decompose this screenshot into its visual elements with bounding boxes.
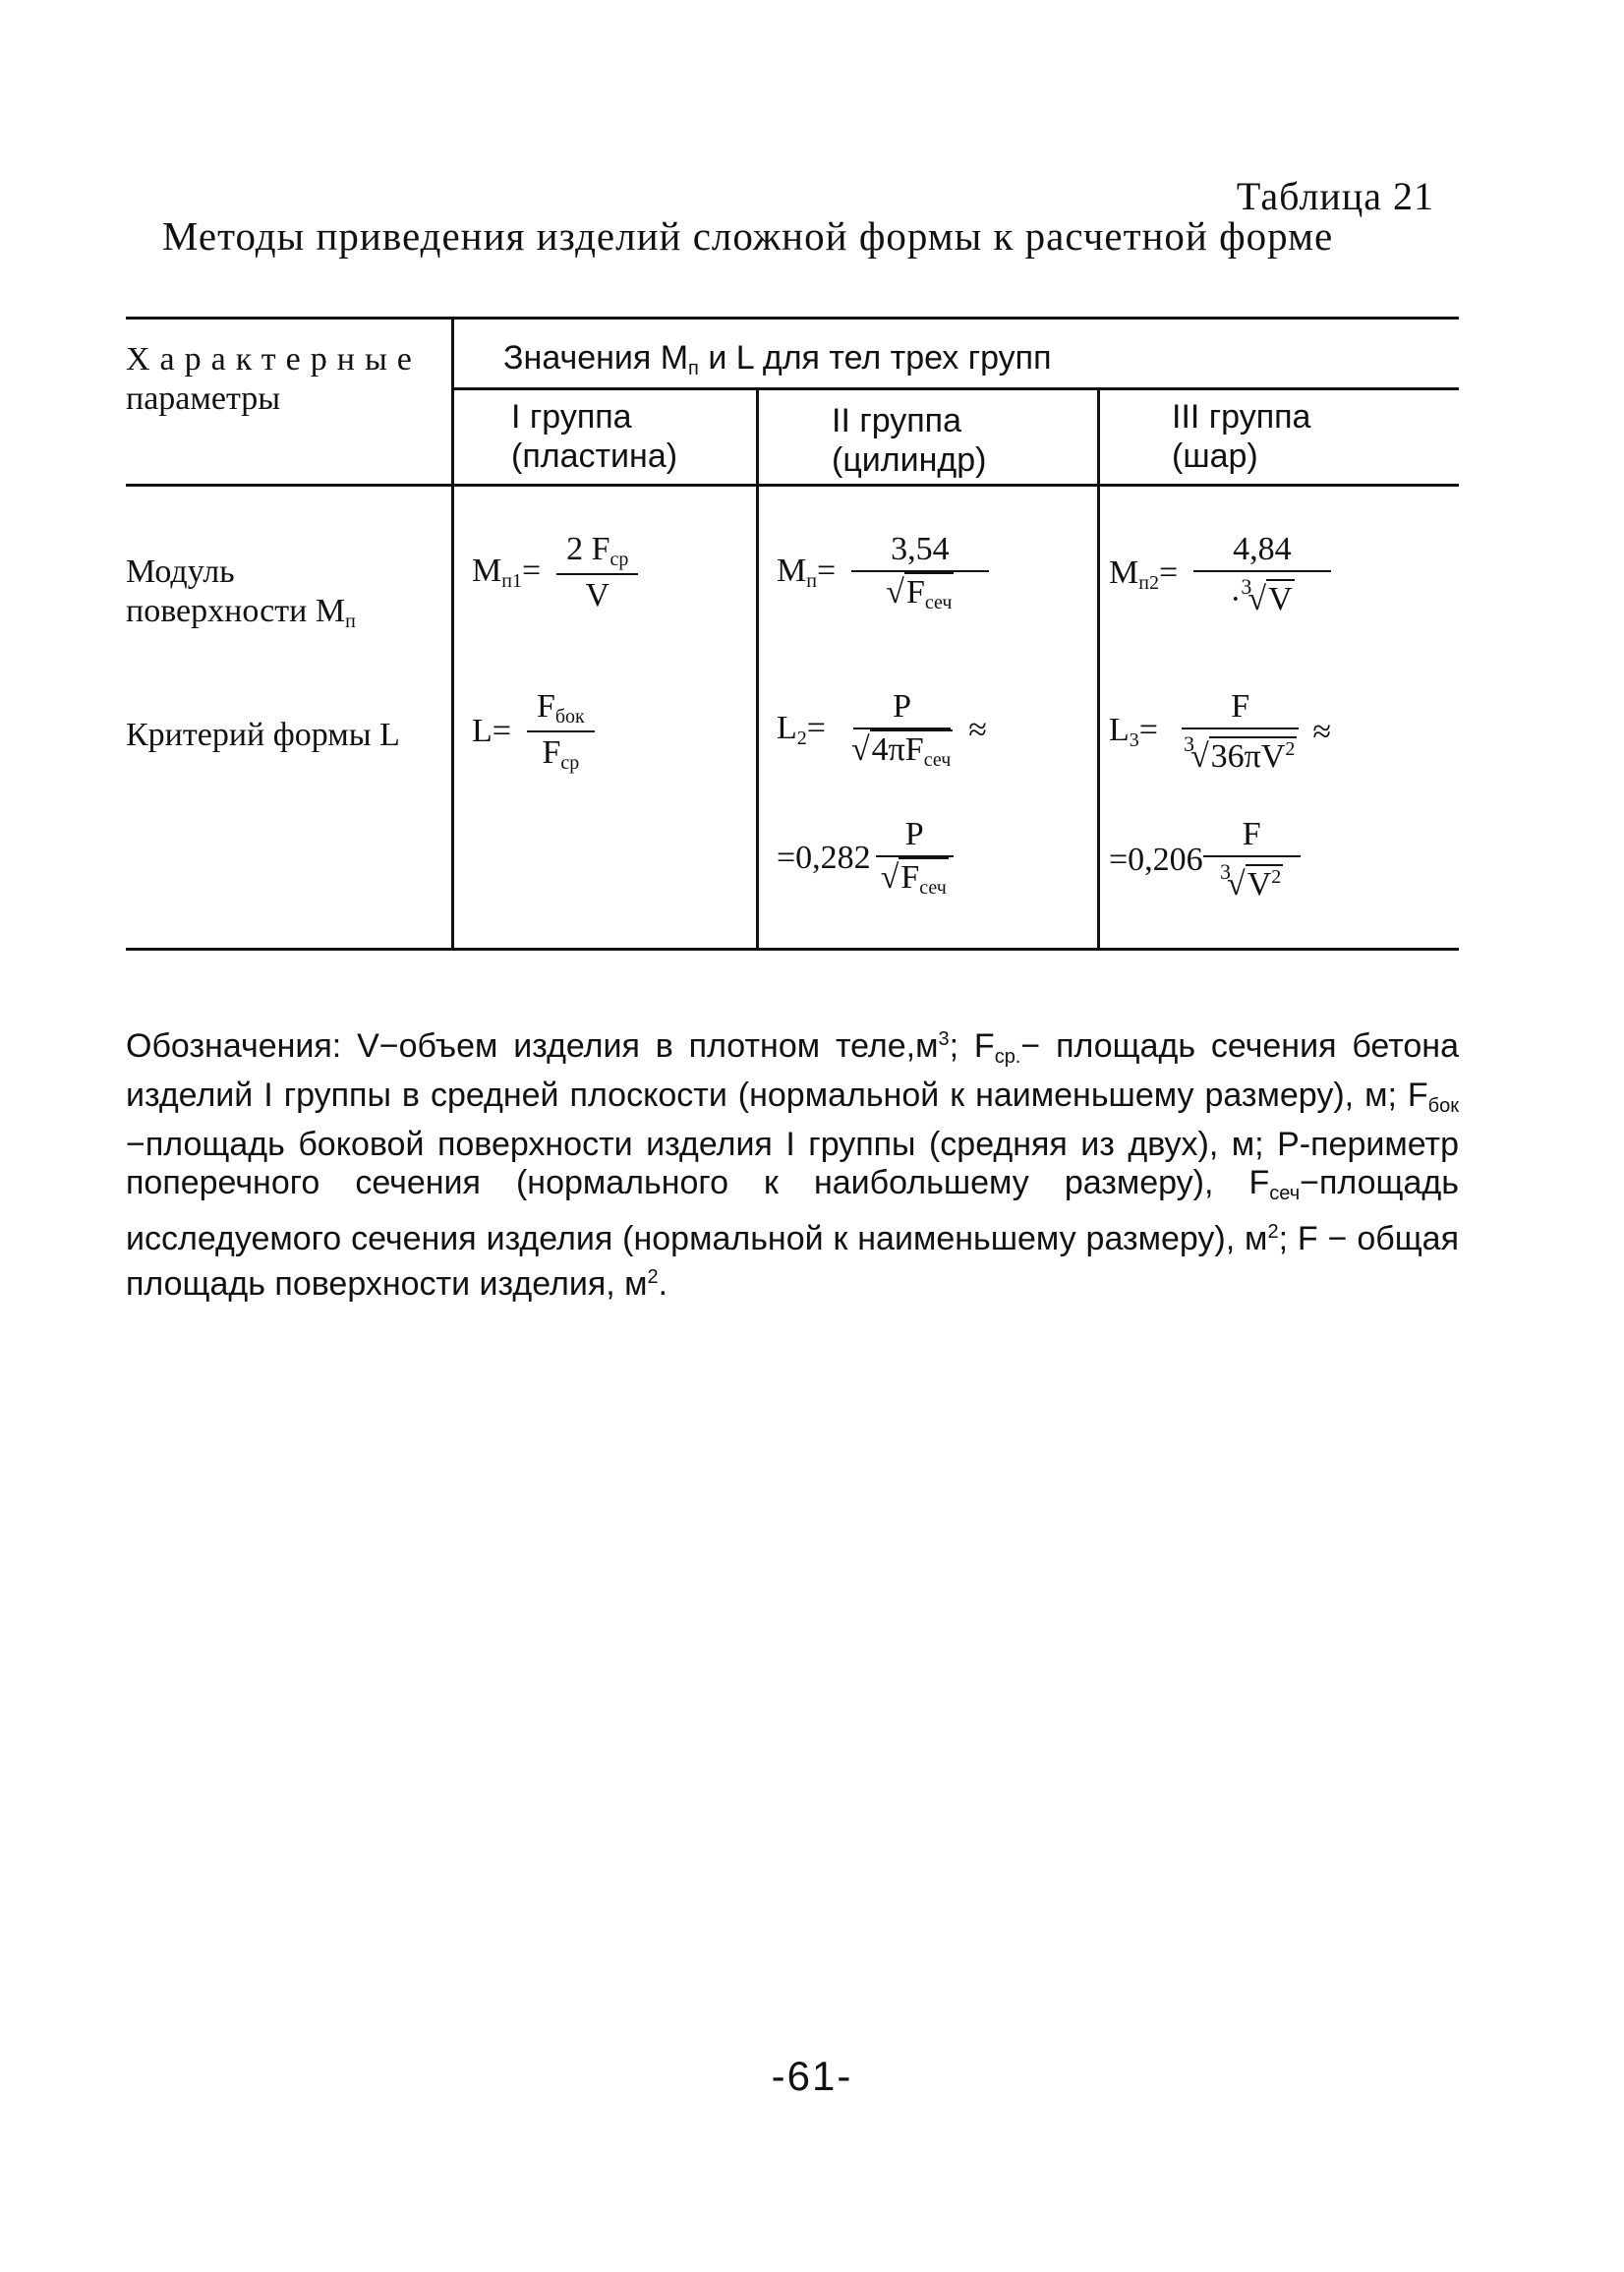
formula-m-group3 [1109, 531, 1331, 618]
header-values-suffix: и L для тел трех групп [698, 339, 1052, 377]
formula-m-group2 [777, 531, 989, 614]
group-2-line1: II группа [832, 402, 961, 439]
row-label-shape-criterion: Критерий формы L [126, 717, 400, 753]
header-values-sub: п [688, 358, 699, 379]
formula-m-group3-fraction: $\frac{4,84}{\cdot^3√V}$ [1193, 531, 1331, 618]
group-3-line2: (шар) [1172, 437, 1258, 475]
group-3-line1: III группа [1172, 398, 1311, 436]
formula-l-group2-lhs: $L_2=$ [777, 710, 826, 749]
group-2-header [832, 401, 986, 480]
formula-m-group3-lhs: $M_{п2}=$ [1109, 554, 1179, 594]
group-1-line1: I группа [511, 398, 632, 436]
table-col-divider-1 [451, 317, 454, 948]
formula-l-group2-simplified [777, 816, 958, 900]
formula-l-group2-fraction: $\frac{P}{√4\pi F_{сеч}}$ [850, 688, 952, 771]
formula-m-group1 [472, 531, 638, 614]
sqrt-icon: √ [1189, 738, 1209, 775]
table-title: Методы приведения изделий сложной формы к расчетной форме [162, 213, 1334, 259]
group-3-header [1172, 397, 1310, 476]
row-label-modulus-line2 [126, 592, 356, 641]
notation-paragraph: Обозначения: V−объем изделия в плотном $теле,м^3$; $F_{ср.}-$ площадь сечения бетона изделий I группы в средней плоскости (нормальной к наименьшему размеру), м; $F_{бок}$ −площадь боковой поверхности изделия I группы (средняя из двух), м; P-периметр поперечного сечения (нормального к наибольшему размеру), $F_{сеч}-площадь$ исследуемого сечения изделия (нормальной к наименьшему размеру), $м^2$; F − общая площадь поверхности изделия, $м^2$. [126, 1027, 1459, 1303]
formula-l-group3-simplified-fraction: $\frac{F}{^3√V^2}$ [1203, 816, 1301, 903]
formula-l-group3-fraction: $\frac{F}{^3√36\pi V^2}$ [1174, 688, 1306, 776]
group-2-line2: (цилиндр) [832, 441, 987, 479]
sqrt-icon: √ [850, 731, 870, 768]
formula-l-group1-lhs: L= [472, 713, 511, 749]
formula-l-group3-coef: =0,206 [1109, 841, 1203, 878]
formula-l-group3-simplified [1109, 816, 1301, 903]
group-1-line2: (пластина) [511, 437, 678, 475]
group-1-header [511, 397, 677, 476]
table-col-divider-2 [756, 387, 759, 948]
row-label-modulus-sub: п [345, 611, 356, 632]
table-bottom-rule [126, 948, 1459, 951]
formula-l-group3 [1109, 688, 1331, 776]
header-values-cell [503, 338, 1052, 388]
sqrt-icon: √ [886, 574, 904, 611]
table-caption: Таблица 21 [1236, 174, 1434, 218]
formula-l-group1-fraction: $\frac{F_{бок}}{F_{ср}}$ [527, 688, 595, 775]
approx-sign: ≈ [968, 711, 987, 748]
formula-l-group2 [777, 688, 987, 772]
formula-l-group3-lhs: $L_3=$ [1109, 712, 1158, 751]
header-values-prefix: Значения M [503, 339, 689, 377]
formula-l-group2-coef: =0,282 [777, 839, 871, 876]
page-number: -61- [771, 2053, 853, 2099]
formula-m-group1-fraction: $\frac{2 F_{ср}}{V}$ [556, 531, 638, 614]
row-label-modulus-text: поверхности M [126, 593, 346, 629]
approx-sign: ≈ [1312, 713, 1332, 750]
table-top-rule [126, 317, 1459, 320]
formula-m-group1-lhs: $M_{п1}=$ [472, 553, 542, 592]
formula-l-group2-simplified-fraction: $\frac{P}{√F_{сеч}}$ [871, 816, 958, 900]
formula-m-group2-lhs: $M_п=$ [777, 553, 837, 592]
formula-l-group1 [472, 688, 595, 775]
table-col-divider-3 [1097, 387, 1100, 948]
header-param-line1: Характерные [126, 341, 422, 378]
row-label-modulus-line1: Модуль [126, 553, 235, 590]
sqrt-icon: √ [880, 859, 899, 896]
sqrt-icon: √ [1227, 866, 1246, 903]
table-header-rule [126, 484, 1459, 487]
header-param-line2: параметры [126, 380, 281, 417]
header-param-cell [126, 340, 450, 419]
row-label-modulus [126, 553, 356, 641]
sqrt-icon: √ [1247, 581, 1267, 617]
formula-m-group2-fraction: $\frac{3,54}{√F_{сеч}}$ [851, 531, 989, 614]
